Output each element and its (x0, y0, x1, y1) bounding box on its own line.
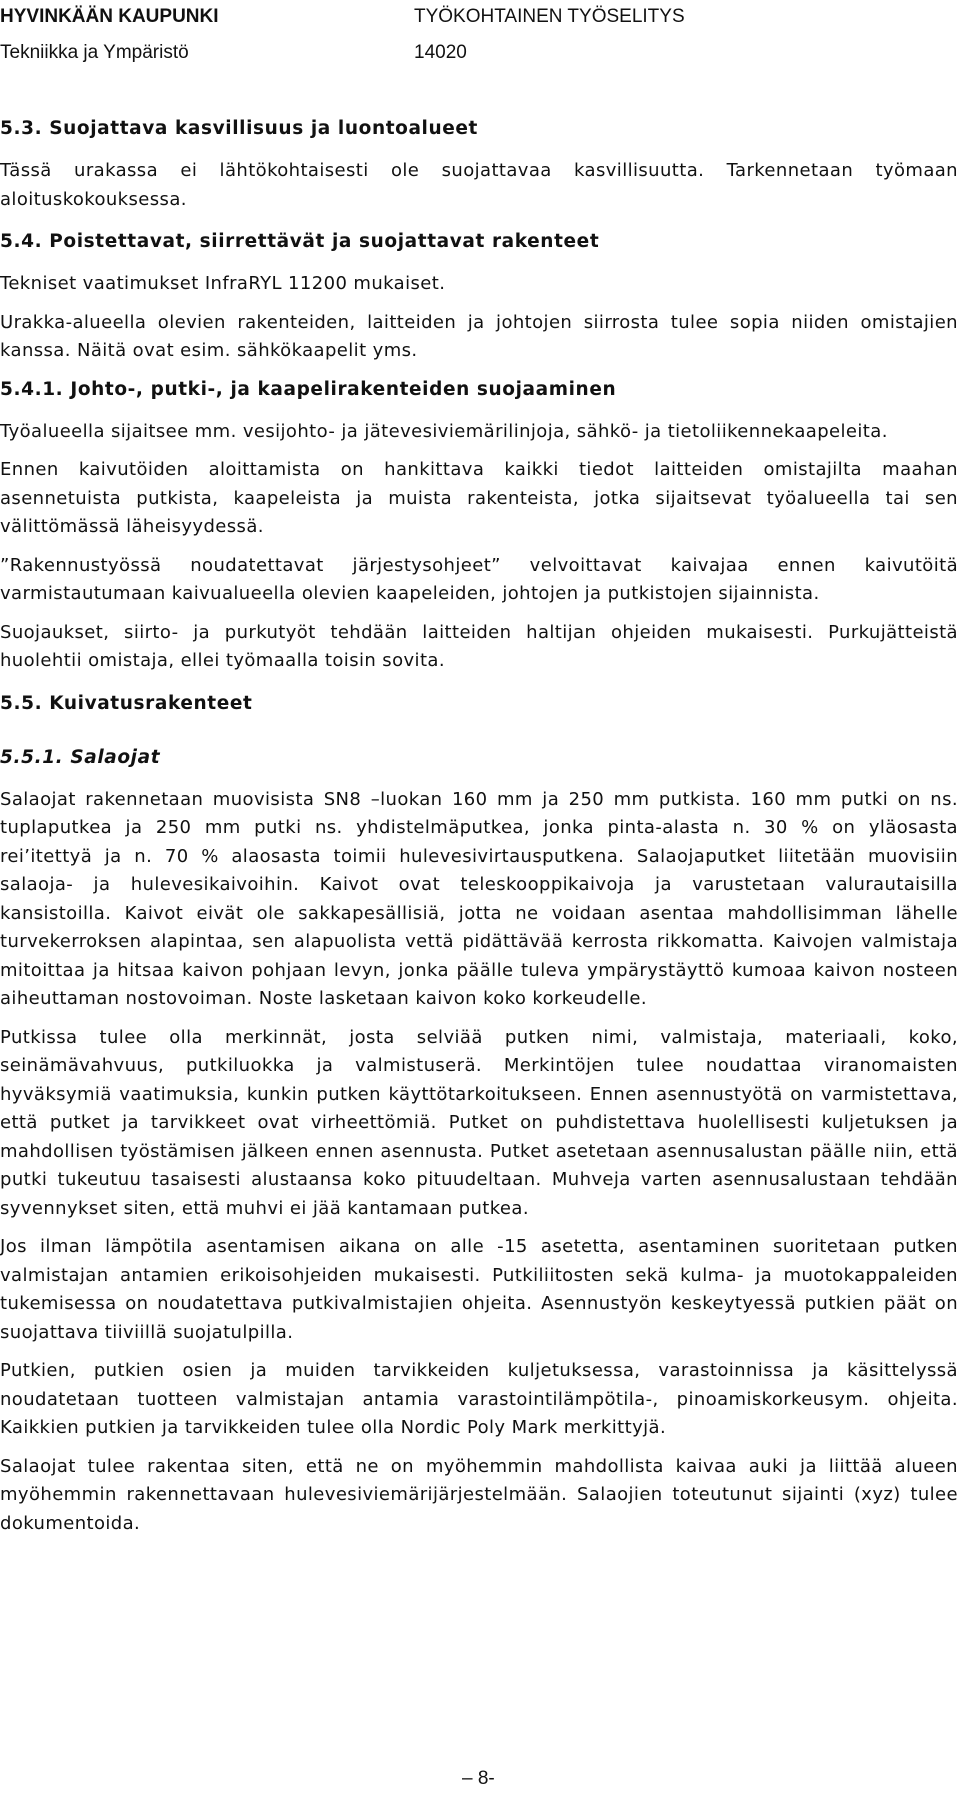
paragraph: Työalueella sijaitsee mm. vesijohto- ja jätevesiviemärilinjoja, sähkö- ja tietoliikennekaapeleita. (0, 420, 888, 442)
subsection-heading: 5.5.1. Salaojat (0, 746, 161, 768)
paragraph: Putkissa tulee olla merkinnät, josta selviää putken nimi, valmistaja, materiaali, koko, seinämävahvuus, putkiluokka ja valmistuserä. Merkintöjen tulee noudattaa viranomaisten hyväksymiä vaatimuksia, kunkin putken käyttötarkoitukseen. Ennen asennustyötä on varmistettava, että putket ja tarvikkeet ovat virheettömiä. Putket on puhdistettava huolellisesti kuljetuksen ja mahdollisen työstämisen jälkeen ennen asennusta. Putket asetetaan asennusalustan päälle niin, että putki tukeutuu tasaisesti alustaansa koko pituudeltaan. Muhveja varten asennusalustaan tehdään syvennykset siten, että muhvi ei jää kantamaan putkea. (0, 1026, 958, 1219)
paragraph: Ennen kaivutöiden aloittamista on hankittava kaikki tiedot laitteiden omistajilta maahan asennetuista putkista, kaapeleista ja muista rakenteista, jotka sijaitsevat työalueella tai sen välittömässä läheisyydessä. (0, 459, 958, 537)
section-heading: 5.4.1. Johto-, putki-, ja kaapelirakenteiden suojaaminen (0, 378, 617, 400)
section-heading: 5.3. Suojattava kasvillisuus ja luontoalueet (0, 118, 478, 139)
department-name: Tekniikka ja Ympäristö (0, 42, 189, 63)
section-heading: 5.4. Poistettavat, siirrettävät ja suojattavat rakenteet (0, 231, 600, 252)
page-number: – 8- (462, 1768, 495, 1789)
paragraph: Tekniset vaatimukset InfraRYL 11200 mukaiset. (0, 273, 446, 294)
paragraph: Urakka-alueella olevien rakenteiden, laitteiden ja johtojen siirrosta tulee sopia niiden omistajien kanssa. Näitä ovat esim. sähkökaapelit yms. (0, 311, 958, 361)
organization-name: HYVINKÄÄN KAUPUNKI (0, 6, 219, 27)
paragraph: ”Rakennustyössä noudatettavat järjestysohjeet” velvoittavat kaivajaa ennen kaivutöitä varmistautumaan kaivualueella olevien kaapeleiden, johtojen ja putkistojen sijainnista. (0, 554, 958, 604)
paragraph: Putkien, putkien osien ja muiden tarvikkeiden kuljetuksessa, varastoinnissa ja käsittelyssä noudatetaan tuotteen valmistajan antamia varastointilämpötila-, pinoamiskorkeusym. ohjeita. Kaikkien putkien ja tarvikkeiden tulee olla Nordic Poly Mark merkittyjä. (0, 1360, 958, 1438)
document-body (0, 115, 958, 1548)
section-heading: 5.5. Kuivatusrakenteet (0, 692, 253, 714)
paragraph: Jos ilman lämpötila asentamisen aikana on alle -15 asetetta, asentaminen suoritetaan putken valmistajan antamien erikoisohjeiden mukaisesti. Putkiliitosten sekä kulma- ja muotokappaleiden tukemisessa on noudatettava putkivalmistajien ohjeita. Asennustyön keskeytyessä putkien päät on suojattava tiiviillä suojatulpilla. (0, 1236, 958, 1343)
page-header (0, 0, 960, 74)
paragraph: Tässä urakassa ei lähtökohtaisesti ole suojattavaa kasvillisuutta. Tarkennetaan työmaan aloituskokouksessa. (0, 160, 958, 210)
paragraph: Salaojat rakennetaan muovisista SN8 –luokan 160 mm ja 250 mm putkista. 160 mm putki on ns. tuplaputkea ja 250 mm putki ns. yhdistelmäputkea, jonka pinta-alasta n. 30 % on yläosasta rei’itettyä ja n. 70 % alaosasta toimii hulevesivirtausputkena. Salaojaputket liitetään muovisiin salaoja- ja hulevesikaivoihin. Kaivot ovat teleskooppikaivoja ja varustetaan valurautaisilla kansistoilla. Kaivot eivät ole sakkapesällisiä, jotta ne voidaan asentaa mahdollisimman lähelle turvekerroksen alapintaa, sen alapuolista vettä pidättävää kerrosta rikkomatta. Kaivojen valmistaja mitoittaa ja hitsaa kaivon pohjaan levyn, jonka päälle tuleva ympärystäyttö kumoaa kaivon nosteen aiheuttaman nostovoiman. Noste lasketaan kaivon koko korkeudelle. (0, 788, 958, 1009)
paragraph: Suojaukset, siirto- ja purkutyöt tehdään laitteiden haltijan ohjeiden mukaisesti. Purkujätteistä huolehtii omistaja, ellei työmaalla toisin sovita. (0, 621, 958, 671)
paragraph: Salaojat tulee rakentaa siten, että ne on myöhemmin mahdollista kaivaa auki ja liittää alueen myöhemmin rakennettavaan hulevesiviemärijärjestelmään. Salaojien toteutunut sijainti (xyz) tulee dokumentoida. (0, 1455, 958, 1534)
document-title: TYÖKOHTAINEN TYÖSELITYS (414, 6, 685, 27)
document-number: 14020 (414, 42, 467, 63)
